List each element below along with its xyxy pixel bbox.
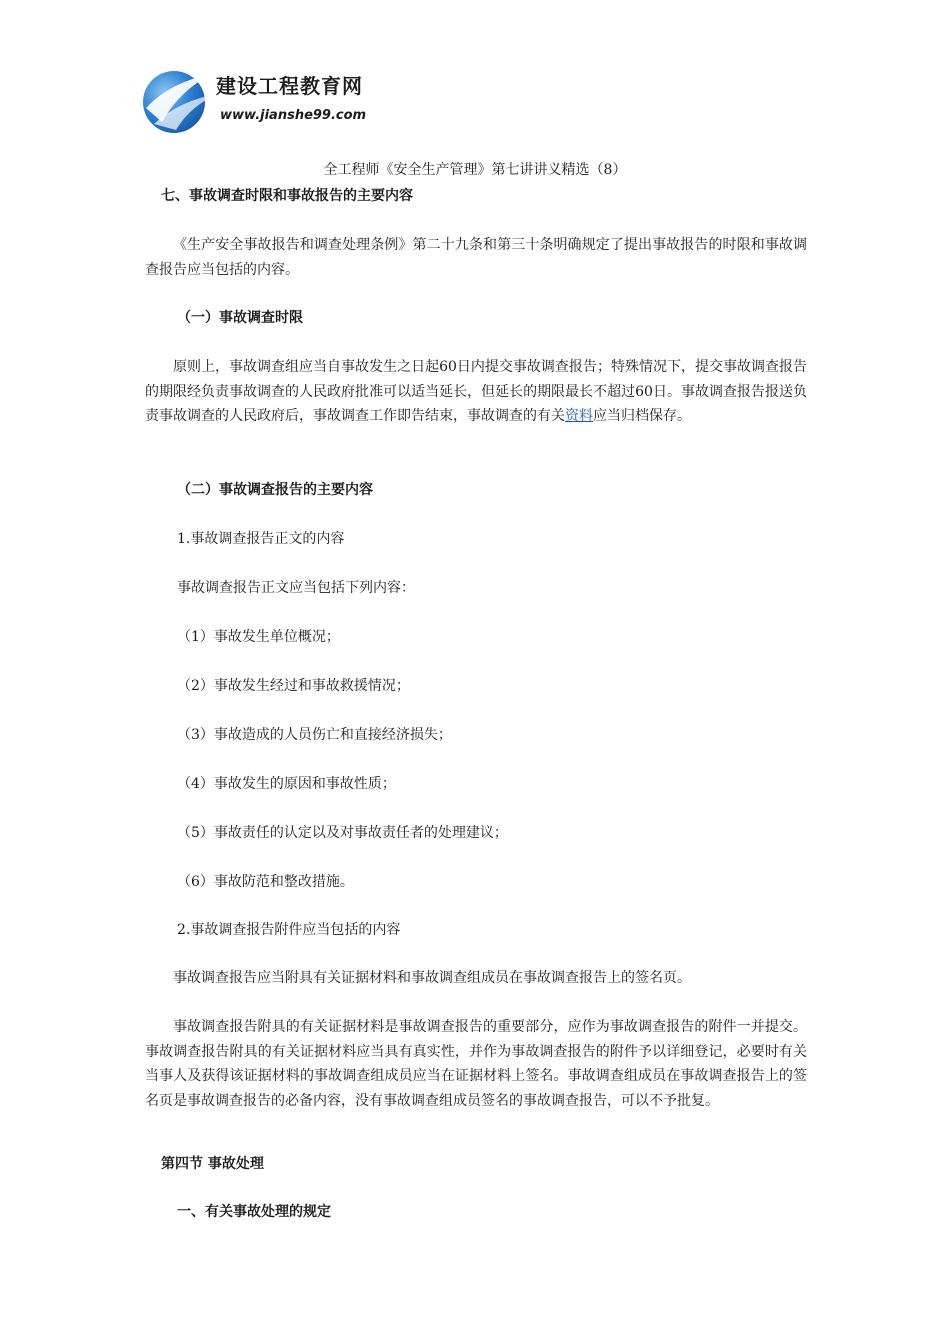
logo-url[interactable]: www.jianshe99.com (220, 108, 367, 123)
list-item: （5）事故责任的认定以及对事故责任者的处理建议； (177, 825, 508, 841)
heading-investigation-deadline: （一）事故调查时限 (177, 310, 303, 326)
list-item: （4）事故发生的原因和事故性质； (177, 776, 396, 792)
paragraph-attachments: 事故调查报告应当附具有关证据材料和事故调查组成员在事故调查报告上的签名页。 (173, 970, 691, 986)
heading-section-4: 第四节 事故处理 (161, 1156, 264, 1172)
globe-logo-icon (140, 64, 220, 136)
list-item: （1）事故发生单位概况； (177, 629, 340, 645)
paragraph-body-intro: 事故调查报告正文应当包括下列内容： (177, 580, 415, 596)
list-item: （2）事故发生经过和事故救援情况； (177, 678, 410, 694)
paragraph-deadline-text: 原则上，事故调查组应当自事故发生之日起60日内提交事故调查报告；特殊情况下，提交事故调查报告的期限经负责事故调查的人民政府批准可以适当延长，但延长的期限最长不超过60日。事故调查报告报送负责事故调查的人民政府后，事故调查工作即告结束，事故调查的有关 (145, 359, 807, 424)
paragraph-evidence: 事故调查报告附具的有关证据材料是事故调查报告的重要部分，应作为事故调查报告的附件一并提交。事故调查报告附具的有关证据材料应当具有真实性，并作为事故调查报告的附件予以详细登记，必要时有关当事人及获得该证据材料的事故调查组成员应当在证据材料上签名。事故调查组成员在事故调查报告上的签名页是事故调查报告的必备内容，没有事故调查组成员签名的事故调查报告，可以不予批复。 (145, 1019, 807, 1109)
site-logo[interactable] (140, 64, 380, 136)
materials-link[interactable]: 资料 (565, 408, 593, 424)
paragraph-deadline-tail: 应当归档保存。 (593, 408, 691, 424)
list-item: （3）事故造成的人员伤亡和直接经济损失； (177, 727, 452, 743)
item-report-body: 1.事故调查报告正文的内容 (177, 531, 345, 547)
heading-report-content: （二）事故调查报告的主要内容 (177, 482, 373, 498)
logo-name: 建设工程教育网 (216, 74, 363, 98)
heading-section-7: 七、事故调查时限和事故报告的主要内容 (161, 188, 413, 204)
heading-accident-handling-rules: 一、有关事故处理的规定 (177, 1204, 331, 1220)
document-title: 全工程师《安全生产管理》第七讲讲义精选（8） (323, 162, 627, 178)
paragraph-intro: 《生产安全事故报告和调查处理条例》第二十九条和第三十条明确规定了提出事故报告的时限和事故调查报告应当包括的内容。 (145, 237, 807, 278)
item-report-attachments: 2.事故调查报告附件应当包括的内容 (177, 922, 401, 938)
paragraph-deadline (145, 355, 807, 429)
list-item: （6）事故防范和整改措施。 (177, 874, 354, 890)
